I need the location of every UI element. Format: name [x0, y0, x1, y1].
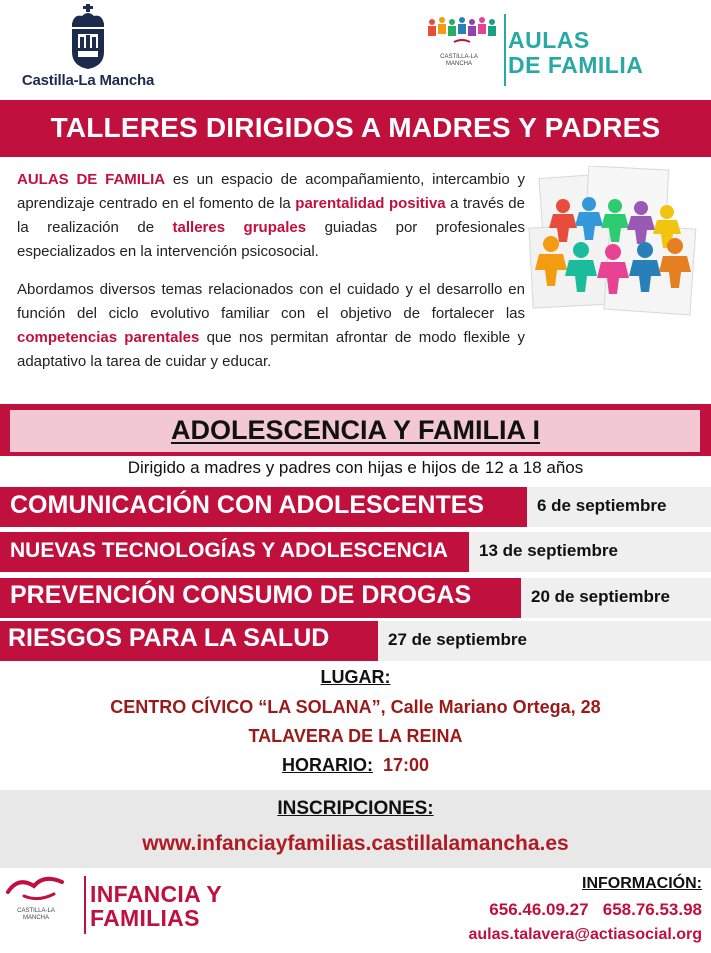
page-title: TALLERES DIRIGIDOS A MADRES Y PADRES [50, 112, 661, 143]
intro-highlight: parentalidad positiva [295, 195, 446, 212]
intro-text [17, 168, 525, 374]
workshop-title-2: NUEVAS TECNOLOGÍAS Y ADOLESCENCIA [10, 539, 448, 562]
aulas-logo-text [508, 28, 643, 78]
aulas-de-familia-logo [424, 12, 694, 92]
workshop-bar-4 [0, 621, 378, 661]
workshop-bar-2 [0, 532, 469, 572]
place-address: CENTRO CÍVICO “LA SOLANA”, Calle Mariano Ortega, 28 [110, 697, 601, 717]
intro-run: es un espacio de acompañamiento, intercambio y aprendizaje centrado en el fomento de la [17, 171, 525, 212]
intro-highlight: competencias parentales [17, 329, 200, 346]
registration-box [0, 790, 711, 868]
place-label: LUGAR: [320, 667, 391, 687]
castilla-la-mancha-logo [18, 4, 158, 94]
aulas-logo-bottom: DE FAMILIA [508, 52, 644, 78]
phone-1[interactable]: 656.46.09.27 [489, 900, 589, 919]
castilla-la-mancha-name: Castilla-La Mancha [21, 72, 155, 89]
place-city: TALAVERA DE LA REINA [248, 726, 463, 746]
schedule-label: HORARIO: [281, 755, 373, 775]
workshop-title-1: COMUNICACIÓN CON ADOLESCENTES [10, 491, 485, 519]
heart-icon [4, 872, 74, 908]
aulas-small-clm-text: CASTILLA-LA MANCHA [440, 54, 478, 67]
intro-run: Abordamos diversos temas relacionados con el cuidado y el desarrollo en función del ciclo evolutivo familiar con el objetivo de fortalecer las [17, 281, 525, 322]
aulas-logo-top: AULAS [508, 27, 590, 53]
workshop-date-4: 27 de septiembre [378, 621, 711, 661]
contact-info [390, 872, 702, 947]
intro-paragraph-2 [17, 278, 525, 374]
workshop-date-1: 6 de septiembre [527, 487, 711, 527]
registration-link[interactable]: www.infanciayfamilias.castillalamancha.es [142, 832, 569, 855]
intro-highlight: talleres grupales [172, 219, 307, 236]
infancia-divider [84, 876, 86, 934]
intro-highlight: AULAS DE FAMILIA [17, 171, 166, 188]
intro-run: guiadas por profesionales especializados en la intervención psicosocial. [17, 219, 525, 260]
intro-paragraph-1 [17, 168, 525, 264]
workshop-bar-3 [0, 578, 521, 618]
infancia-logo-text [90, 882, 222, 930]
infancia-familias-logo [4, 872, 244, 944]
crown-shield-icon [66, 4, 110, 70]
place-block [0, 664, 711, 779]
intro-run: que nos permitan afrontar de modo flexible y adaptativo la tarea de cuidar y educar. [17, 329, 525, 370]
workshop-bar-1 [0, 487, 527, 527]
contact-email[interactable]: aulas.talavera@actiasocial.org [468, 926, 702, 943]
infancia-small-clm-text: CASTILLA-LA MANCHA [17, 908, 55, 921]
phone-2[interactable]: 658.76.53.98 [602, 900, 702, 919]
workshop-title-4: RIESGOS PARA LA SALUD [8, 624, 330, 652]
infancia-logo-top: INFANCIA Y [90, 881, 223, 907]
people-chain-icon [426, 12, 498, 52]
workshop-date-3: 20 de septiembre [521, 578, 711, 618]
paper-dolls-photo [527, 166, 699, 316]
infancia-logo-bottom: FAMILIAS [90, 905, 200, 931]
section-subtitle: Dirigido a madres y padres con hijas e hijos de 12 a 18 años [127, 458, 584, 477]
intro-run: a través de la realización de [17, 195, 525, 236]
schedule-time: 17:00 [382, 755, 430, 775]
workshop-title-3: PREVENCIÓN CONSUMO DE DROGAS [10, 581, 472, 609]
info-title: INFORMACIÓN: [582, 875, 702, 892]
section-title: ADOLESCENCIA Y FAMILIA I [170, 415, 541, 445]
workshop-date-2: 13 de septiembre [469, 532, 711, 572]
registration-title: INSCRIPCIONES: [277, 798, 434, 819]
aulas-divider [504, 14, 506, 86]
